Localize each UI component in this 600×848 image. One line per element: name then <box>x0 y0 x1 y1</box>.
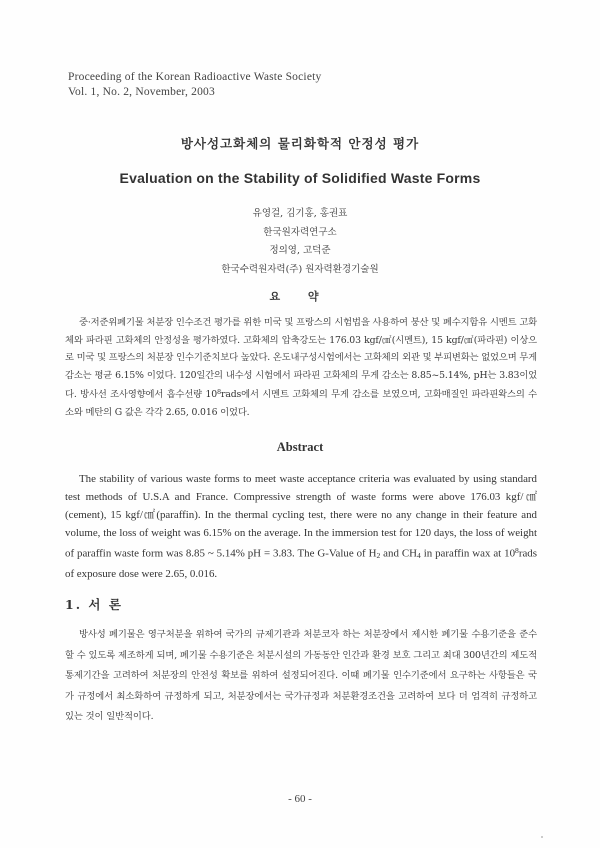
author-block <box>0 205 600 279</box>
english-abstract-exponent: 8 <box>515 546 519 555</box>
section-1-heading: 1. 서 론 <box>65 597 123 612</box>
proceeding-header <box>68 70 321 100</box>
english-title: Evaluation on the Stability of Solidified Waste Forms <box>119 170 481 186</box>
english-abstract-and-ch: and CH <box>380 547 417 560</box>
korean-summary-heading: 요 약 <box>269 290 331 303</box>
scan-speck <box>541 836 543 838</box>
korean-abstract-exponent: 8 <box>217 388 222 397</box>
korean-abstract <box>65 314 537 421</box>
affiliation-1: 한국원자력연구소 <box>263 226 337 238</box>
author-names-2: 정의영, 고덕준 <box>269 245 331 256</box>
english-abstract <box>65 470 537 583</box>
abstract-heading: Abstract <box>276 440 324 454</box>
ch4-subscript: 4 <box>416 550 421 560</box>
section-1-body: 방사성 폐기물은 영구처분을 위하여 국가의 규제기관과 처분코자 하는 처분장에서 제시한 폐기물 수용기준을 준수할 수 있도록 제조하게 되며, 폐기물 수용기준은 처분시설의 가동동안 인간과 환경 보호 그리고 최대 300년간의 제도적 통제기간을 고려하여 처분장의 안전성 확보를 위하여 설정되어진다. 이때 폐기물 인수기준에서 요구하는 사항들은 국가 규정에서 최소화하여 규정하게 되고, 처분장에서는 국가규정과 처분환경조건을 고려하여 보다 더 엄격히 규정하고 있는 것이 일반적이다. <box>65 629 537 723</box>
header-journal: Proceeding of the Korean Radioactive Waste Society <box>68 71 322 83</box>
affiliation-2: 한국수력원자력(주) 원자력환경기술원 <box>221 263 379 275</box>
header-volume: Vol. 1, No. 2, November, 2003 <box>68 86 215 98</box>
author-names-1: 유영걸, 김기홍, 홍권표 <box>252 208 348 219</box>
korean-title: 방사성고화체의 물리화학적 안정성 평가 <box>180 136 420 151</box>
korean-abstract-text-2: rads에서 시멘트 고화체의 무게 감소를 보였으며, 고화매질인 파라핀왁스의 수소와 메탄의 G 값은 각각 2.65, 0.016 이었다. <box>65 389 537 418</box>
korean-abstract-text-1: 중·저준위폐기물 처분장 인수조건 평가를 위한 미국 및 프랑스의 시험법을 사용하여 붕산 및 폐수지함유 시멘트 고화체와 파라핀 고화체의 안정성을 평가하였다. 고화체의 압축강도는 176.03 kgf/㎠(시멘트), 15 kgf/㎠(파라핀) 이상으로 미국 및 프랑스의 처분장 인수기준치보다 높았다. 온도내구성시험에서는 고화체의 외관 및 부피변화는 없었으며 무게 감소는 평균 6.15% 이었다. 120일간의 내수성 시험에서 파라핀 고화체의 무게 감소는 8.85~5.14%, pH는 3.83이었다. 방사선 조사영향에서 흡수선량 10 <box>65 317 537 401</box>
page-number: - 60 - <box>288 793 312 805</box>
english-abstract-text-1: The stability of various waste forms to meet waste acceptance criteria was evaluated by using standard test methods of U.S.A and France. Compressive strength of waste forms were above 176.03 kgf/㎠(cement), 15 kgf/㎠(paraffin). In the thermal cycling test, there were no any change in their feature and volume, the loss of weight was 6.15% on the average. In the immersion test for 120 days, the loss of weight of paraffin waste form was 8.85 ~ 5.14% pH = 3.83. The G-Value of H <box>65 473 537 560</box>
h2-subscript: 2 <box>376 550 381 560</box>
english-abstract-mid: in paraffin wax at 10 <box>420 547 516 560</box>
english-abstract-text-2: rads of exposure dose were 2.65, 0.016. <box>65 547 537 580</box>
